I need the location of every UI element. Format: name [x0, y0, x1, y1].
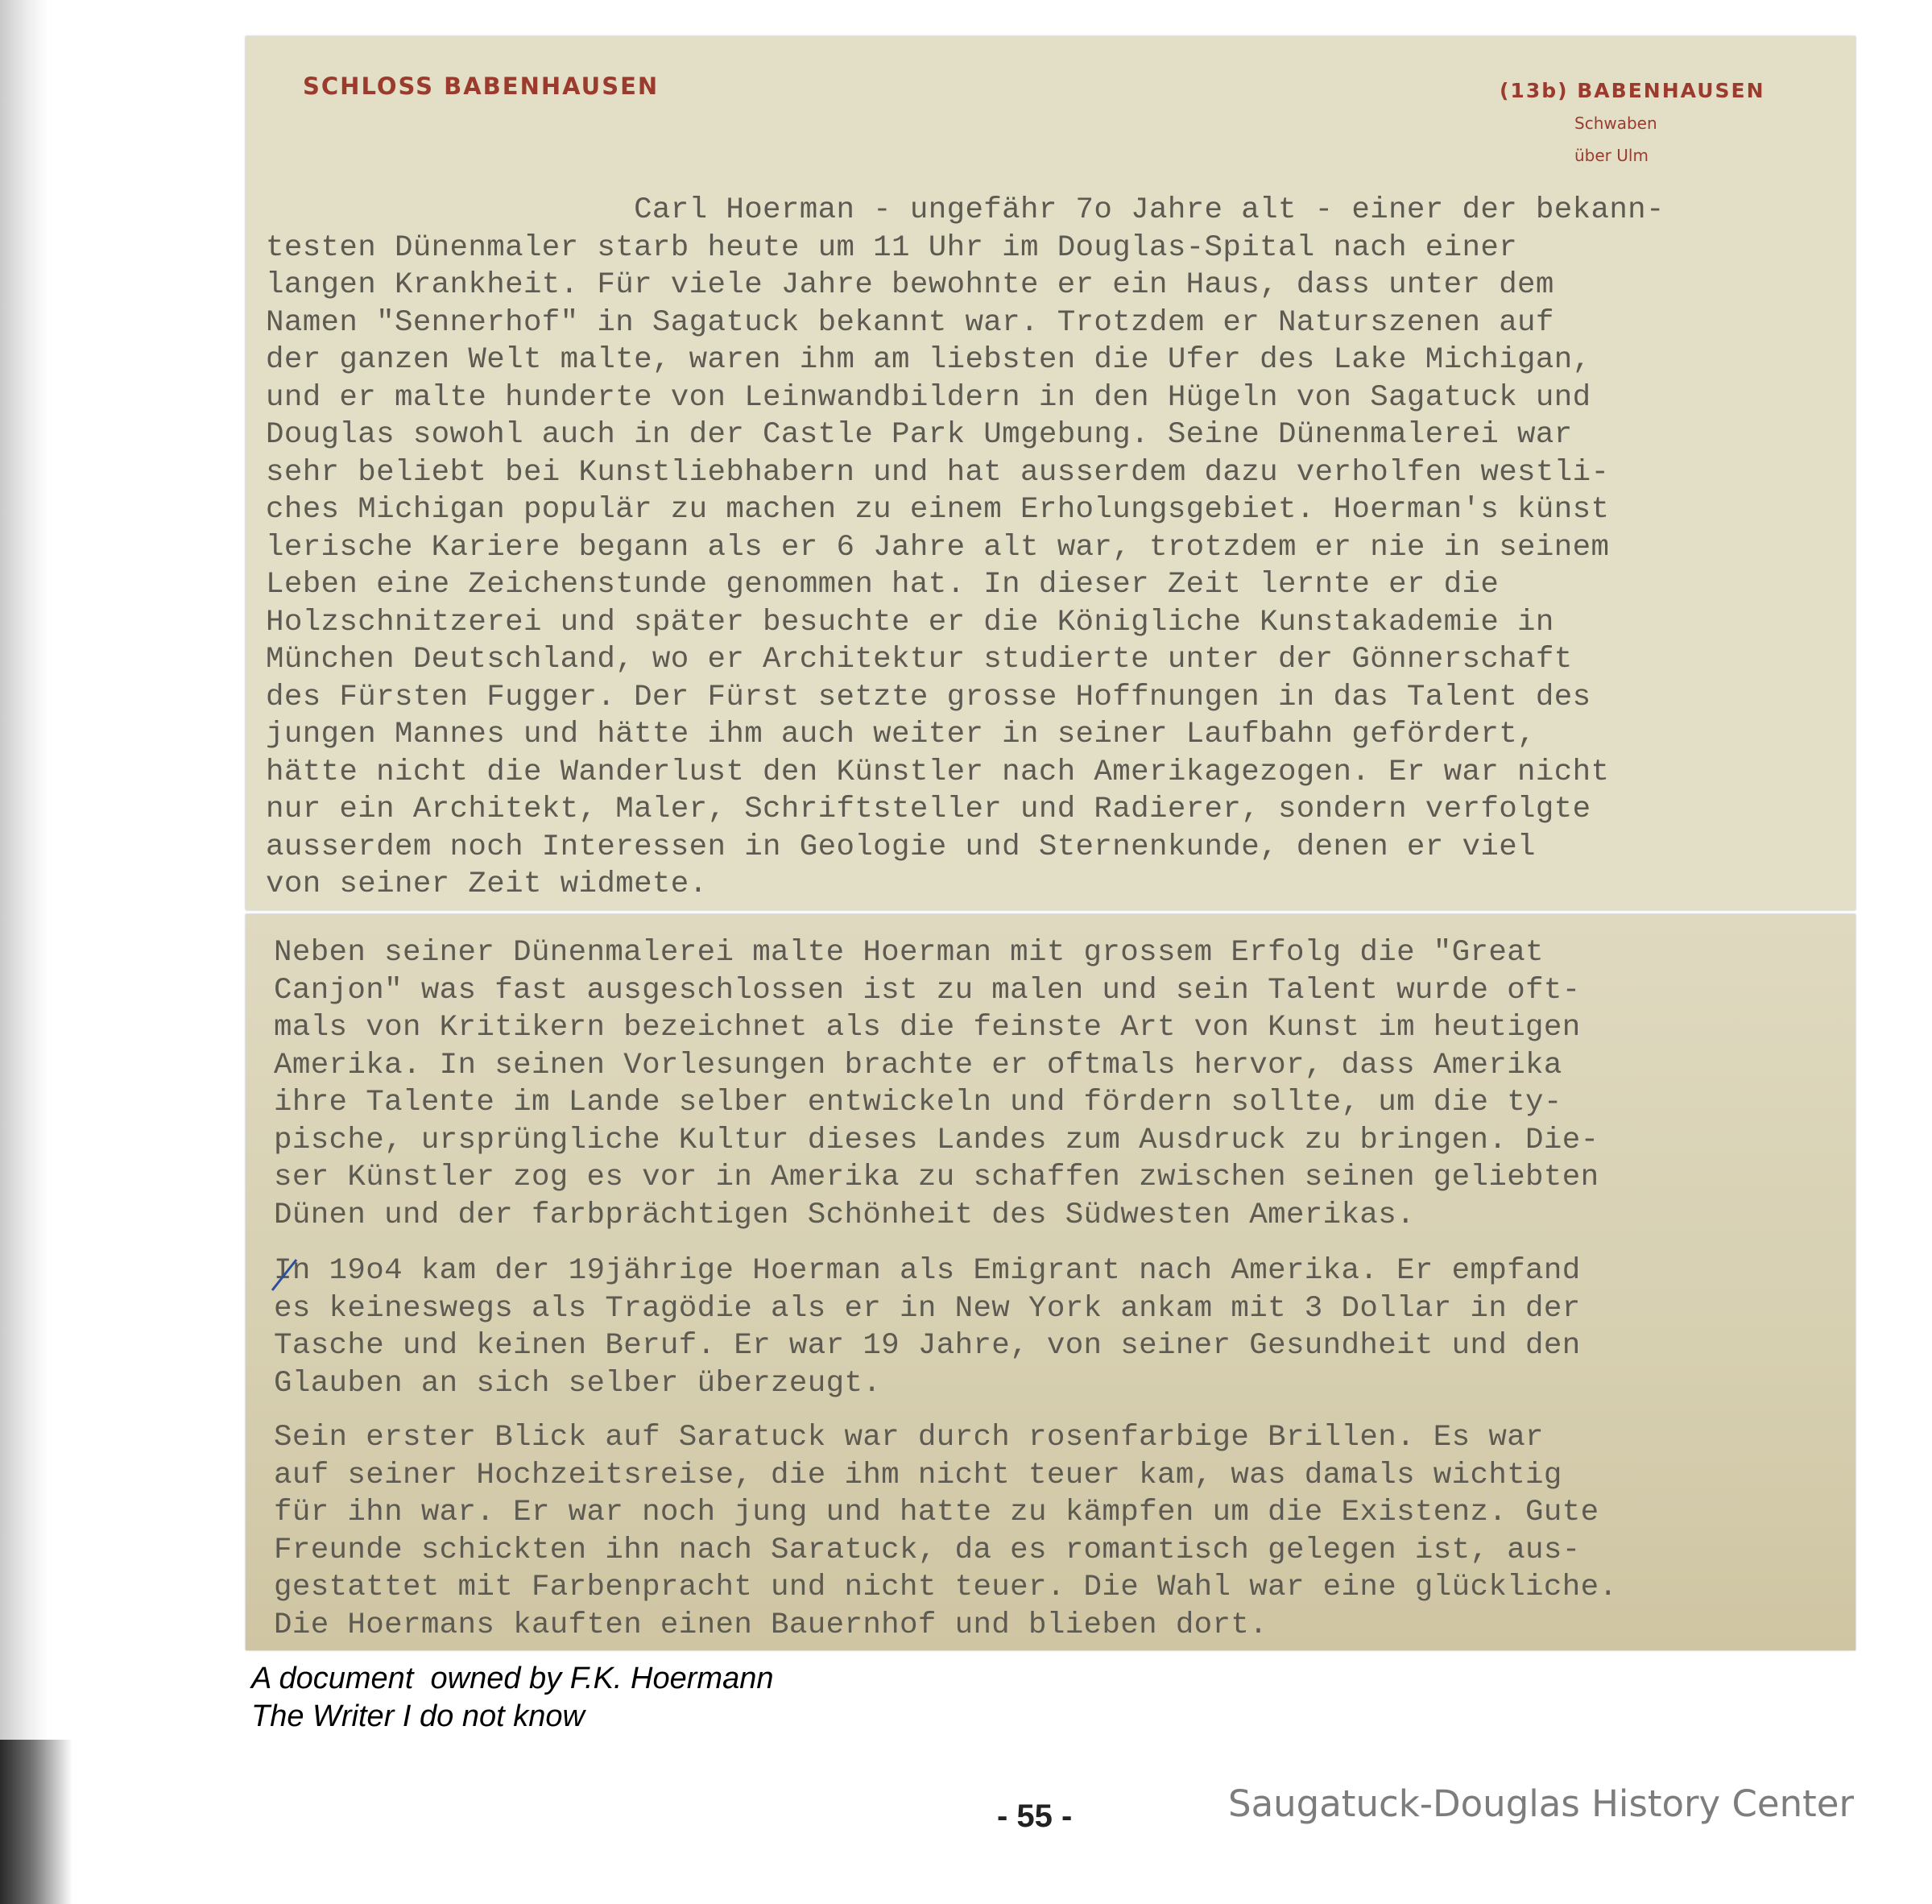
letter-paragraph-1: Carl Hoerman - ungefähr 7o Jahre alt - einer der bekann- testen Dünenmaler starb heute um 11 Uhr im Douglas-Spital nach einer langen Krankheit. Für viele Jahre bewohnte er ein Haus, dass unter dem Namen "Sennerhof" in Sagatuck bekannt war. Trotzdem er Naturszenen auf der ganzen Welt malte, waren ihm am liebsten die Ufer des Lake Michigan, und er malte hunderte von Leinwandbildern in den Hügeln von Sagatuck und Douglas sowohl auch in der Castle Park Umgebung. Seine Dünenmalerei war sehr beliebt bei Kunstliebhabern und hat ausserdem dazu verholfen westli- ches Michigan populär zu machen zu einem Erholungsgebiet. Hoerman's künst lerische Kariere begann als er 6 Jahre alt war, trotzdem er nie in seinem Leben eine Zeichenstunde genommen hat. In dieser Zeit lernte er die Holzschnitzerei und später besuchte er die Königliche Kunstakademie in München Deutschland, wo er Architektur studierte unter der Gönnerschaft des Fürsten Fugger. Der Fürst setzte grosse Hoffnungen in das Talent des jungen Mannes und hätte ihm auch weiter in seiner Laufbahn gefördert, hätte nicht die Wanderlust den Künstler nach Amerikagezogen. Er war nicht nur ein Architekt, Maler, Schriftsteller und Radierer, sondern verfolgte ausserdem noch Interessen in Geologie und Sternenkunde, denen er viel von seiner Zeit widmete. [266, 193, 1665, 901]
letterhead-name: SCHLOSS BABENHAUSEN [303, 72, 660, 100]
letterhead-address-town: (13b) BABENHAUSEN [1500, 79, 1765, 102]
history-center-watermark: Saugatuck-Douglas History Center [1228, 1782, 1854, 1825]
page-number: - 55 - [997, 1798, 1073, 1834]
book-binding-shadow-dark [0, 1740, 72, 1904]
caption-line-2: The Writer I do not know [251, 1699, 585, 1733]
handwritten-correction-mark [269, 1255, 301, 1295]
letter-paragraph-2: Neben seiner Dünenmalerei malte Hoerman mit grossem Erfolg die "Great Canjon" was fast ausgeschlossen ist zu malen und sein Talent wurde oft- mals von Kritikern bezeichnet als die feinste Art von Kunst im heutigen Amerika. In seinen Vorlesungen brachte er oftmals hervor, dass Amerika ihre Talente im Lande selber entwickeln und fördern sollte, um die ty- pische, ursprüngliche Kultur dieses Landes zum Ausdruck zu bringen. Die- ser Künstler zog es vor in Amerika zu schaffen zwischen seinen geliebten Dünen und der farbprächtigen Schönheit des Südwesten Amerikas. [274, 936, 1599, 1232]
letter-paragraph-4: Sein erster Blick auf Saratuck war durch rosenfarbige Brillen. Es war auf seiner Hochzeitsreise, die ihm nicht teuer kam, was damals wichtig für ihn war. Er war noch jung und hatte zu kämpfen um die Existenz. Gute Freunde schickten ihn nach Saratuck, da es romantisch gelegen ist, aus- gestattet mit Farbenpracht und nicht teuer. Die Wahl war eine glückliche. Die Hoermans kauften einen Bauernhof und blieben dort. [274, 1421, 1618, 1642]
letter-paragraph-3: In 19o4 kam der 19jährige Hoerman als Emigrant nach Amerika. Er empfand es keineswegs als Tragödie als er in New York ankam mit 3 Dollar in der Tasche und keinen Beruf. Er war 19 Jahre, von seiner Gesundheit und den Glauben an sich selber überzeugt. [274, 1254, 1581, 1401]
book-binding-shadow [0, 0, 48, 1904]
letterhead-address-via: über Ulm [1574, 146, 1649, 165]
letterhead-address-region: Schwaben [1574, 114, 1657, 133]
caption-line-1: A document owned by F.K. Hoermann [251, 1662, 774, 1695]
